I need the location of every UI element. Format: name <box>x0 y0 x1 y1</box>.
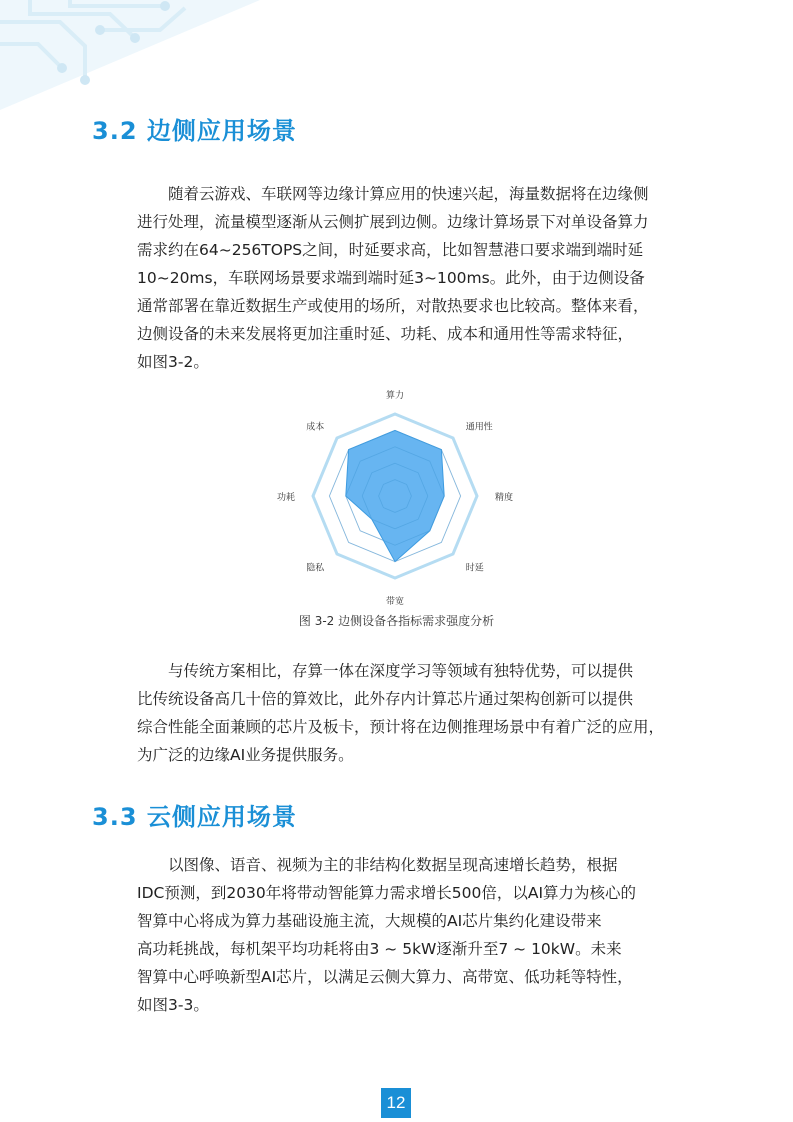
figure-caption: 图 3-2 边侧设备各指标需求强度分析 <box>298 614 495 628</box>
circuit-corner-decoration <box>0 0 260 110</box>
section-3-3-paragraph <box>137 851 657 1019</box>
paragraph-line: 如图3-3。 <box>137 996 209 1014</box>
paragraph-line: IDC预测，到2030年将带动智能算力需求增长500倍，以AI算力为核心的 <box>137 884 637 902</box>
radar-axis-label: 算力 <box>385 391 405 401</box>
radar-axis-label: 时延 <box>465 563 484 574</box>
page-number: 12 <box>381 1088 411 1118</box>
radar-axis-label: 隐私 <box>306 563 325 574</box>
radar-series-area <box>346 430 444 561</box>
section-3-2-paragraph <box>137 180 657 376</box>
radar-axis-label: 成本 <box>306 422 325 433</box>
paragraph-line: 综合性能全面兼顾的芯片及板卡，预计将在边侧推理场景中有着广泛的应用， <box>137 718 665 736</box>
paragraph-line: 进行处理，流量模型逐渐从云侧扩展到边侧。边缘计算场景下对单设备算力 <box>137 213 649 231</box>
paragraph-line: 随着云游戏、车联网等边缘计算应用的快速兴起，海量数据将在边缘侧 <box>168 185 649 203</box>
paragraph-line: 如图3-2。 <box>137 353 209 371</box>
paragraph-line: 比传统设备高几十倍的算效比，此外存内计算芯片通过架构创新可以提供 <box>137 690 634 708</box>
radar-axis-label: 精度 <box>495 493 514 503</box>
paragraph-line: 智算中心将成为算力基础设施主流，大规模的AI芯片集约化建设带来 <box>137 912 602 930</box>
section-title-3-3: 3.3 云侧应用场景 <box>92 803 297 831</box>
radar-axis-label: 功耗 <box>276 493 295 503</box>
section-title-3-2: 3.2 边侧应用场景 <box>92 117 297 145</box>
paragraph-line: 高功耗挑战，每机架平均功耗将由3 ~ 5kW逐渐升至7 ~ 10kW。未来 <box>137 940 622 958</box>
paragraph-line: 智算中心呼唤新型AI芯片，以满足云侧大算力、高带宽、低功耗等特性， <box>137 968 633 986</box>
radar-axis-label: 通用性 <box>465 422 493 433</box>
paragraph-line: 10~20ms，车联网场景要求端到端时延3~100ms。此外，由于边侧设备 <box>137 269 645 287</box>
after-figure-paragraph <box>137 657 665 769</box>
radar-chart <box>270 385 520 607</box>
paragraph-line: 通常部署在靠近数据生产或使用的场所，对散热要求也比较高。整体来看， <box>137 297 649 315</box>
paragraph-line: 以图像、语音、视频为主的非结构化数据呈现高速增长趋势，根据 <box>168 856 618 874</box>
paragraph-line: 边侧设备的未来发展将更加注重时延、功耗、成本和通用性等需求特征， <box>137 325 634 343</box>
radar-axis-label: 带宽 <box>385 597 405 607</box>
paragraph-line: 为广泛的边缘AI业务提供服务。 <box>137 746 354 764</box>
paragraph-line: 与传统方案相比，存算一体在深度学习等领域有独特优势，可以提供 <box>168 662 634 680</box>
paragraph-line: 需求约在64~256TOPS之间，时延要求高，比如智慧港口要求端到端时延 <box>137 241 644 259</box>
